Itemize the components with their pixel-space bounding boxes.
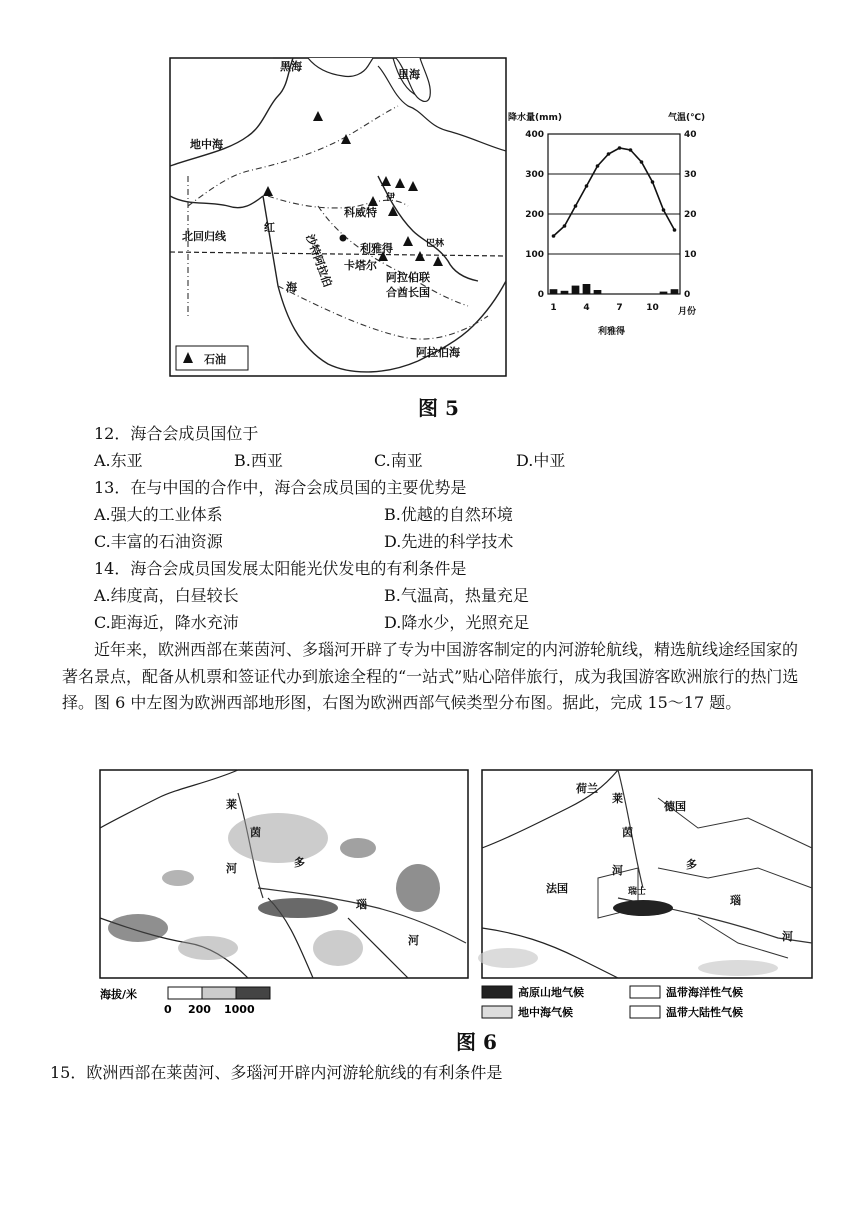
map-frame (170, 58, 506, 376)
q12-option-a: A.东亚 (94, 451, 143, 470)
q13-option-b: B.优越的自然环境 (384, 505, 513, 524)
chart-temp-point (618, 146, 622, 150)
terrain-label-he2: 河 (408, 934, 419, 947)
climate-label-nao: 瑙 (730, 894, 741, 907)
chart-left-tick: 300 (525, 170, 544, 180)
label-qatar: 卡塔尔 (344, 259, 377, 272)
chart-temp-point (596, 164, 600, 168)
q12-option-d: D.中亚 (516, 451, 566, 470)
chart-temp-point (629, 148, 633, 152)
label-uae-1: 阿拉伯联 (386, 271, 430, 284)
climate-chart (508, 111, 705, 337)
legend-oceanic: 温带海洋性气候 (666, 986, 743, 999)
chart-right-tick: 0 (684, 290, 691, 300)
label-riyadh: 利雅得 (360, 242, 393, 255)
label-mediterranean: 地中海 (190, 138, 223, 151)
figure-6-graphic (98, 768, 814, 1030)
passage: 近年来，欧洲西部在莱茵河、多瑙河开辟了专为中国游客制定的内河游轮航线，精选航线途经国家的著名景点，配备从机票和签证代办到旅途全程的“一站式”贴心陪伴旅行，成为我国游客欧洲旅行的热门选择。图 6 中左图为欧洲西部地形图，右图为欧洲西部气候类型分布图。据此，完成 15～17 题。 (62, 640, 799, 712)
figure-5-graphic (168, 56, 728, 386)
label-arabian-sea: 阿拉伯海 (416, 346, 460, 359)
chart-temp-point (673, 228, 677, 232)
q12-option-b: B.西亚 (234, 451, 283, 470)
climate-label-lai: 莱 (612, 792, 623, 805)
chart-temp-point (563, 224, 567, 228)
elevation-tick-0: 0 (164, 1003, 172, 1016)
chart-left-tick: 100 (525, 250, 544, 260)
q12-stem: 12．海合会成员国位于 (94, 424, 259, 443)
q13-stem: 13．在与中国的合作中，海合会成员国的主要优势是 (94, 478, 467, 497)
figure-6 (98, 768, 814, 1030)
chart-right-tick: 20 (684, 210, 697, 220)
climate-label-yin: 茵 (622, 826, 633, 839)
climate-label-duo: 多 (686, 858, 697, 871)
label-uae-2: 合酋长国 (386, 286, 430, 299)
climate-label-switzerland: 瑞士 (628, 887, 647, 897)
label-tropic: 北回归线 (182, 230, 226, 243)
label-bahrain: 巴林 (426, 239, 445, 249)
label-saudi: 沙特阿拉伯 (303, 232, 335, 289)
terrain-label-lai: 莱 (226, 798, 237, 811)
chart-station: 利雅得 (598, 327, 626, 337)
chart-temp-point (651, 180, 655, 184)
q12-option-c: C.南亚 (374, 451, 423, 470)
chart-right-tick: 10 (684, 250, 697, 260)
chart-temp-point (607, 152, 611, 156)
q13-option-d: D.先进的科学技术 (384, 532, 514, 551)
chart-left-tick: 0 (537, 290, 544, 300)
q14-option-c: C.距海近，降水充沛 (94, 613, 239, 632)
figure-6-caption: 图 6 (456, 1030, 497, 1054)
chart-precip-bar (561, 291, 569, 294)
q14-option-a: A.纬度高，白昼较长 (94, 586, 239, 605)
chart-temp-point (585, 184, 589, 188)
chart-x-tick: 7 (616, 303, 623, 313)
terrain-label-yin: 茵 (250, 826, 261, 839)
elevation-legend-title: 海拔/米 (100, 988, 138, 1001)
chart-left-tick: 400 (525, 130, 544, 140)
q13-option-a: A.强大的工业体系 (94, 505, 223, 524)
chart-right-axis-title: 气温(℃) (668, 113, 706, 123)
label-iran: 伊 (386, 193, 396, 203)
chart-precip-bar (671, 289, 679, 294)
q14-option-d: D.降水少，光照充足 (384, 613, 530, 632)
climate-map-frame (482, 770, 812, 978)
chart-temp-point (662, 208, 666, 212)
chart-precip-bar (550, 289, 558, 294)
figure-5 (168, 56, 728, 386)
label-red-1: 红 (264, 221, 275, 234)
chart-temp-point (640, 160, 644, 164)
legend-alpine: 高原山地气候 (518, 986, 584, 999)
chart-x-tick: 1 (550, 303, 557, 313)
climate-label-france: 法国 (546, 882, 568, 895)
chart-left-axis-title: 降水量(mm) (508, 113, 562, 123)
chart-x-unit: 月份 (678, 307, 697, 317)
chart-temp-point (552, 234, 556, 238)
elevation-tick-1000: 1000 (224, 1003, 255, 1016)
elevation-tick-200: 200 (188, 1003, 211, 1016)
label-red-2: 海 (286, 281, 297, 294)
chart-precip-bar (660, 292, 668, 294)
chart-precip-bar (583, 284, 591, 294)
legend-mediterranean: 地中海气候 (518, 1006, 573, 1019)
terrain-label-nao: 瑙 (356, 898, 367, 911)
terrain-label-he: 河 (226, 862, 237, 875)
legend-continental: 温带大陆性气候 (666, 1006, 743, 1019)
climate-label-germany: 德国 (664, 800, 686, 813)
chart-x-tick: 10 (646, 303, 659, 313)
q14-stem: 14．海合会成员国发展太阳能光伏发电的有利条件是 (94, 559, 467, 578)
terrain-label-duo: 多 (294, 856, 305, 869)
chart-right-tick: 40 (684, 130, 697, 140)
label-oil-legend: 石油 (204, 353, 226, 366)
label-caspian: 里海 (398, 68, 420, 81)
chart-left-tick: 200 (525, 210, 544, 220)
climate-label-netherlands: 荷兰 (576, 782, 598, 795)
chart-right-tick: 30 (684, 170, 697, 180)
chart-x-tick: 4 (583, 303, 590, 313)
q15-stem: 15．欧洲西部在莱茵河、多瑙河开辟内河游轮航线的有利条件是 (50, 1063, 503, 1082)
chart-temp-line (554, 148, 675, 236)
label-kuwait: 科威特 (344, 206, 377, 219)
q13-option-c: C.丰富的石油资源 (94, 532, 223, 551)
climate-label-he2: 河 (782, 930, 793, 943)
label-black-sea: 黑海 (280, 60, 302, 73)
figure-5-caption: 图 5 (418, 396, 459, 420)
q14-option-b: B.气温高，热量充足 (384, 586, 529, 605)
chart-temp-point (574, 204, 578, 208)
climate-label-he: 河 (612, 864, 623, 877)
chart-precip-bar (572, 286, 580, 294)
chart-precip-bar (594, 290, 602, 294)
